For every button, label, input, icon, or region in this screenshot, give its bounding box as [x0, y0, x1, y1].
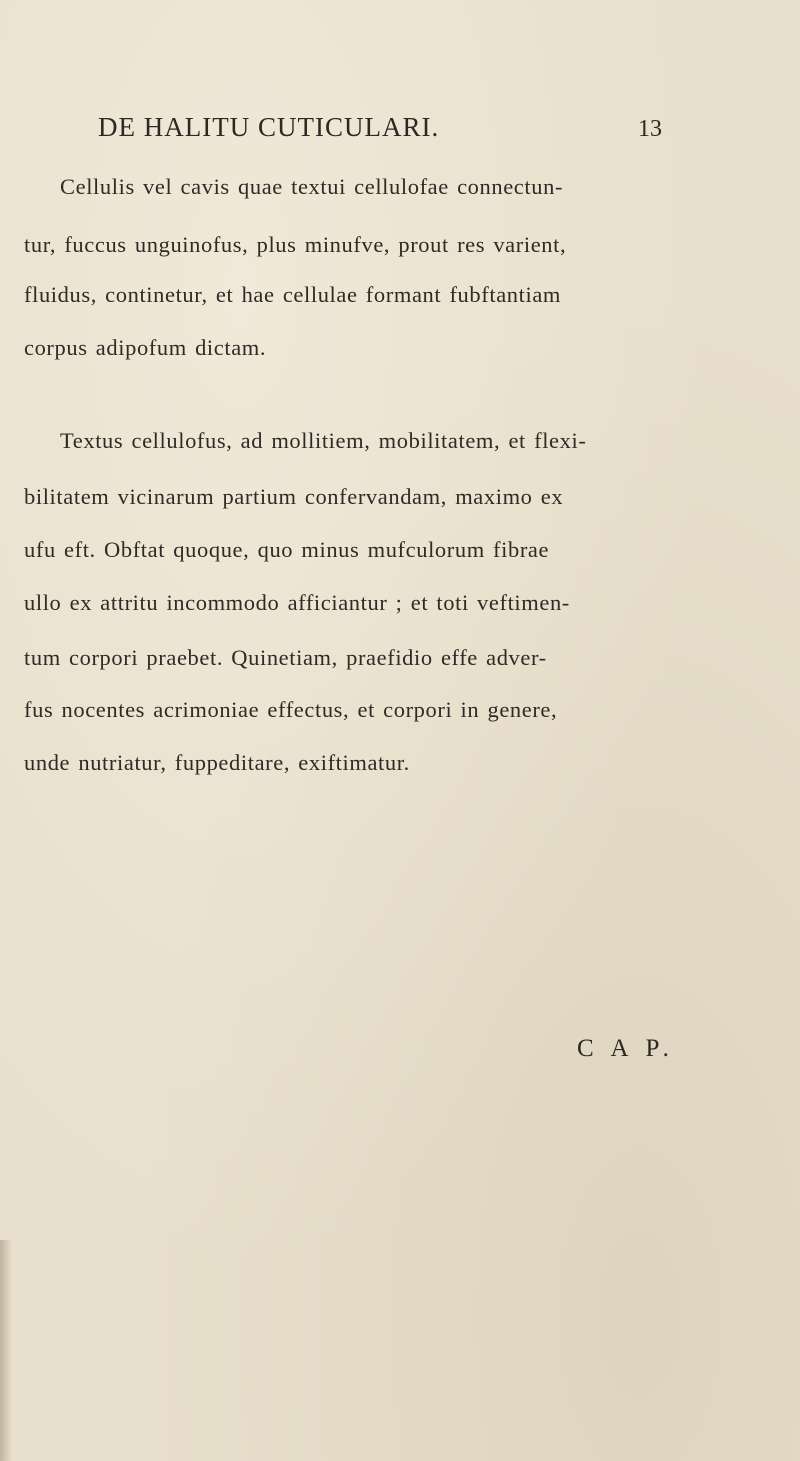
text-line: ullo ex attritu incommodo afficiantur ; et toti veftimen-: [24, 590, 570, 615]
text-line: corpus adipofum dictam.: [24, 335, 267, 360]
running-title: DE HALITU CUTICULARI.: [98, 112, 440, 142]
text-line: bilitatem vicinarum partium confervandam, maximo ex: [24, 484, 564, 509]
text-line: ufu eft. Obftat quoque, quo minus mufculorum fibrae: [24, 537, 550, 562]
text-line: Textus cellulofus, ad mollitiem, mobilitatem, et flexi-: [60, 428, 587, 453]
text-line: tur, fuccus unguinofus, plus minufve, prout res varient,: [24, 232, 567, 257]
text-line: Cellulis vel cavis quae textui cellulofae connectun-: [60, 174, 564, 199]
text-line: fluidus, continetur, et hae cellulae formant fubftantiam: [24, 282, 562, 307]
text-line: unde nutriatur, fuppeditare, exiftimatur.: [24, 750, 410, 775]
catchword: C A P.: [577, 1035, 675, 1062]
text-line: tum corpori praebet. Quinetiam, praefidio effe adver-: [24, 645, 547, 670]
text-line: fus nocentes acrimoniae effectus, et corpori in genere,: [24, 697, 558, 722]
page-number: 13: [638, 116, 662, 142]
page-edge-shadow: [0, 1240, 12, 1461]
